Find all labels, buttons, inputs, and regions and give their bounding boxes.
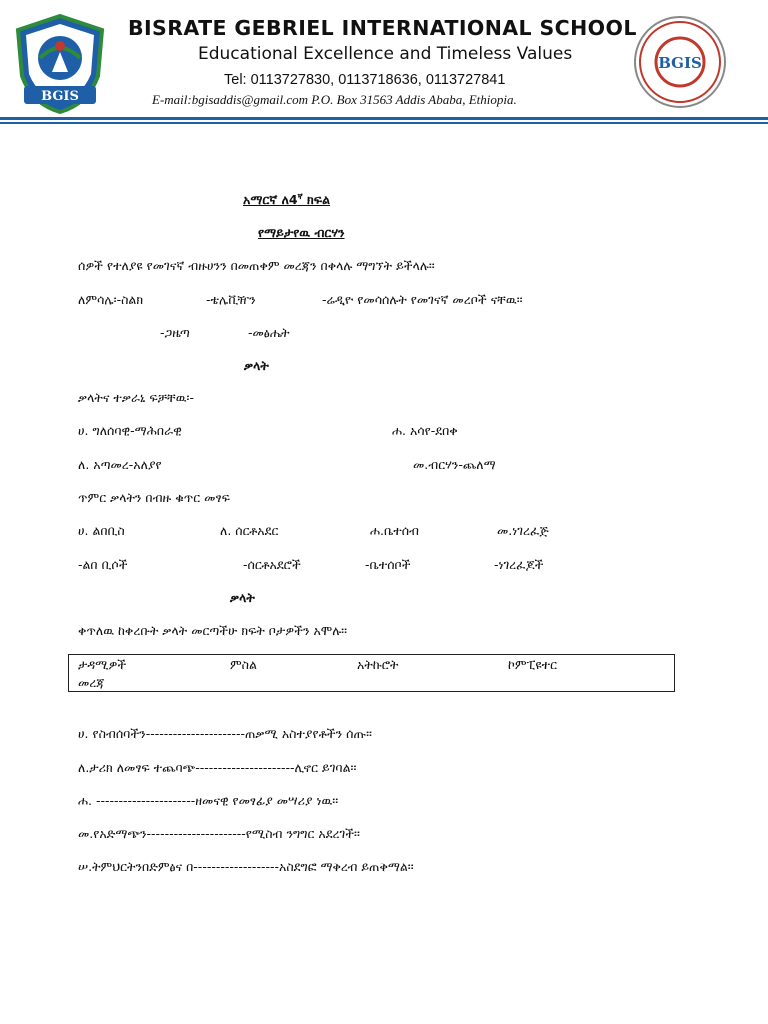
email-address-line: E-mail:bgisaddis@gmail.com P.O. Box 31563 Addis Ababa, Ethiopia. (152, 92, 517, 107)
word-bank-item: ምስል (230, 657, 257, 672)
compound-word-b: ለ. ሰርቶአደር (220, 523, 279, 538)
question-b: ለ.ታሪክ ለመፃፍ ተጨባጭ----------------------ሊኖር ይገባል፡፡ (78, 760, 357, 775)
school-seal-logo (632, 10, 728, 114)
word-bank-item: ታዳሚዎች (78, 657, 127, 672)
question-e: ሠ.ትምህርትንበድምፅና በ-------------------አስደግፎ ማቅረብ ይጠቅማል፡፡ (78, 859, 414, 874)
pair-b: ለ. አጣመረ-አለያየ (78, 457, 162, 472)
question-c: ሐ. ----------------------ዘመናዊ የመፃፊያ መሣሪያ ነዉ፡፡ (78, 793, 339, 808)
header-rule-top (0, 117, 768, 120)
lesson-subtitle: የማይታየዉ ብርሃን (258, 225, 345, 240)
matching-instruction: ቃላትና ተቃራኒ ፍቻቸዉ፡- (78, 390, 194, 405)
plural-instruction: ጥምር ቃላትን በብዙ ቁጥር መፃፍ (78, 490, 230, 505)
telephone-line: Tel: 0113727830, 0113718636, 0113727841 (224, 72, 506, 88)
example-tv: -ቴሌቪዥን (206, 292, 256, 307)
school-name: BISRATE GEBRIEL INTERNATIONAL SCHOOL (128, 16, 637, 40)
plural-form-a: -ልበ ቢሶች (78, 557, 128, 572)
word-bank-item: አትኩሮት (357, 657, 399, 672)
compound-word-c: ሐ.ቤተሰብ (370, 523, 419, 538)
svg-text:BGIS: BGIS (41, 89, 79, 104)
pair-a: ሀ. ግለሰባዊ-ማሕበራዊ (78, 423, 182, 438)
pair-d: መ.ብርሃን-ጨለማ (413, 457, 496, 472)
intro-sentence: ሰዎች የተለያዩ የመገናኛ ብዙሀንን በመጠቀም መረጃን በቀላሉ ማግኘት ይችላሉ፡፡ (78, 258, 435, 273)
plural-form-b: -ሰርቶአደሮች (243, 557, 301, 572)
compound-word-a: ሀ. ልበቢስ (78, 523, 125, 538)
plural-form-c: -ቤተሰቦች (365, 557, 411, 572)
example-magazine: -መፅሔት (248, 325, 290, 340)
school-crest-logo (10, 12, 110, 116)
example-phone: ለምሳሌ፡-ስልክ (78, 292, 144, 307)
school-motto: Educational Excellence and Timeless Values (198, 44, 573, 64)
header-rule-bottom (0, 122, 768, 124)
word-bank-item: ኮምፒዩተር (508, 657, 557, 672)
document-title: አማርኛ $ለ4^ኛ$ ክፍል (243, 192, 330, 208)
question-d: መ.የአድማጭን----------------------የሚስብ ንግግር አደረገች፡፡ (78, 826, 360, 841)
pair-c: ሐ. አሳየ-ደበቀ (392, 423, 458, 438)
svg-text:BGIS: BGIS (658, 54, 702, 72)
fill-in-instruction: ቀጥለዉ ከቀረቡት ቃላት መርጣችሁ ክፍት ቦታዎችን አሞሉ፡፡ (78, 623, 348, 638)
word-bank-item: መረጃ (78, 675, 105, 690)
section-heading-words-2: ቃላት (230, 590, 255, 605)
plural-form-d: -ነገረፈጆች (494, 557, 544, 572)
section-heading-words-1: ቃላት (244, 358, 269, 373)
example-radio: -ሬዲዮ የመሳሰሉት የመገናኛ መረቦች ናቸዉ፡፡ (322, 292, 523, 307)
compound-word-d: መ.ነገረፈጅ (497, 523, 549, 538)
question-a: ሀ. የስብሰባችን----------------------ጠቃሚ አስተያየቶችን ሰጡ፡፡ (78, 726, 372, 741)
example-newspaper: -ጋዜጣ (160, 325, 190, 340)
